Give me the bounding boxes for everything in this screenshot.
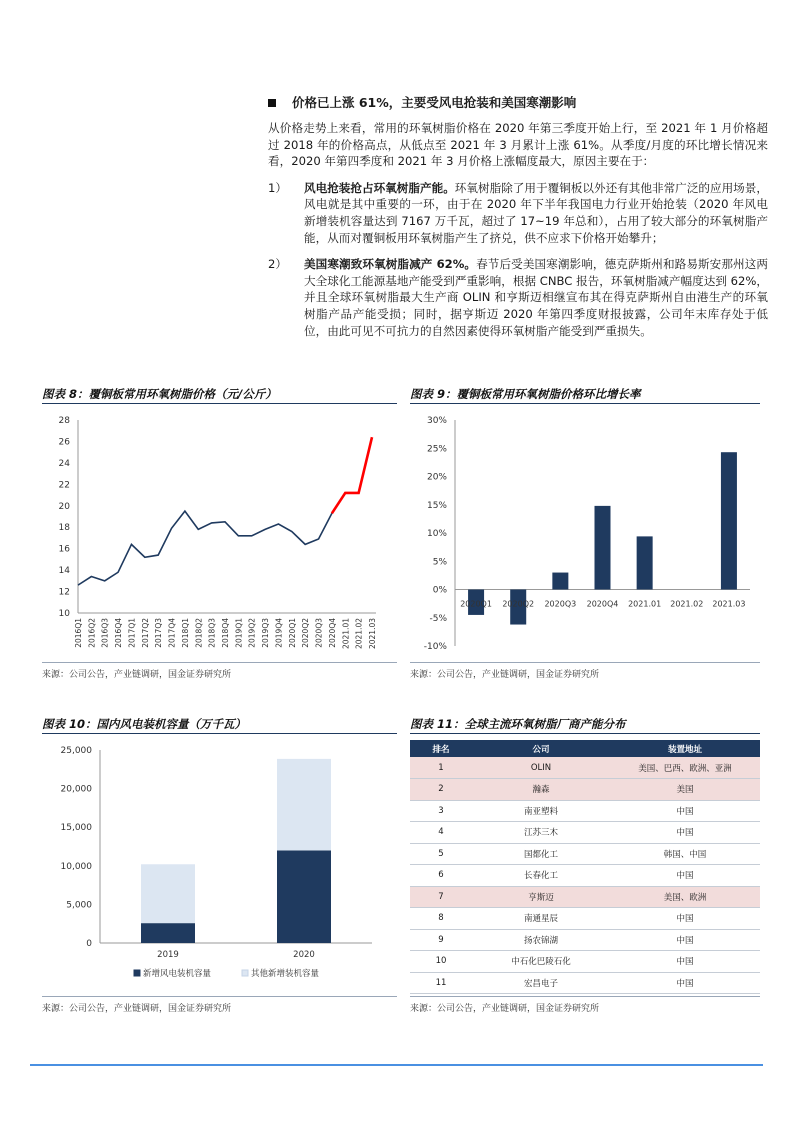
list-item-title: 美国寒潮致环氧树脂减产 62%。 — [304, 257, 477, 272]
section-heading-text: 价格已上涨 61%，主要受风电抢装和美国寒潮影响 — [292, 95, 577, 110]
x-tick-label: 2019Q2 — [247, 618, 257, 648]
x-tick-label: 2019 — [157, 950, 179, 960]
y-tick-label: 20,000 — [60, 784, 92, 795]
table-row — [410, 822, 760, 844]
y-tick-label: 5,000 — [66, 900, 92, 911]
x-tick-label: 2020Q1 — [287, 618, 297, 648]
fig8-source: 来源：公司公告，产业链调研，国金证券研究所 — [42, 662, 397, 680]
list-item-text: 环氧树脂除了用于覆铜板以外还有其他非常广泛的应用场景，风电就是其中重要的一环，由于在 2020 年下半年我国电力行业开始抢装（2020 年风电新增装机容量达到 7167 万千瓦，超过了 17~19 年总和），占用了较大部分的环氧树脂产能，从而对覆铜板用环氧树脂产生了挤兑，供不应求下价格开始攀升； — [304, 180, 768, 245]
table-cell-location: 中国 — [610, 865, 760, 887]
fig9-title: 图表 9：覆铜板常用环氧树脂价格环比增长率 — [410, 386, 760, 404]
x-tick-label: 2021.02 — [670, 599, 704, 609]
table-header-row — [410, 740, 760, 757]
legend-swatch — [134, 970, 140, 976]
fig10-title: 图表 10：国内风电装机容量（万千瓦） — [42, 716, 397, 734]
table-row — [410, 886, 760, 908]
table-cell-rank: 3 — [410, 800, 472, 822]
table-cell-company: 长春化工 — [472, 865, 610, 887]
bar — [552, 573, 568, 590]
table-cell-location: 美国、欧洲 — [610, 886, 760, 908]
table-cell-rank: 7 — [410, 886, 472, 908]
legend-label: 新增风电装机容量 — [143, 969, 212, 979]
x-tick-label: 2020Q2 — [301, 618, 311, 648]
fig8-title: 图表 8：覆铜板常用环氧树脂价格（元/公斤） — [42, 386, 397, 404]
y-tick-label: 20 — [58, 501, 70, 512]
bar — [595, 506, 611, 590]
table-cell-location: 中国 — [610, 951, 760, 973]
table-header-rank: 排名 — [410, 740, 472, 757]
list-item — [268, 180, 768, 246]
list-item-title: 风电抢装抢占环氧树脂产能。 — [304, 180, 455, 195]
table-cell-company: 瀚森 — [472, 779, 610, 801]
list-number: 1） — [268, 180, 287, 195]
fig11-source: 来源：公司公告，产业链调研，国金证券研究所 — [410, 996, 760, 1014]
y-tick-label: 22 — [58, 480, 70, 491]
y-tick-label: 30% — [426, 416, 447, 426]
table-row — [410, 865, 760, 887]
table-cell-company: OLIN — [472, 757, 610, 779]
footer-divider — [30, 1064, 763, 1066]
table-cell-rank: 1 — [410, 757, 472, 779]
table-row — [410, 972, 760, 994]
x-tick-label: 2018Q3 — [207, 618, 217, 648]
table-cell-company: 南通星辰 — [472, 908, 610, 930]
table-cell-company: 亨斯迈 — [472, 886, 610, 908]
x-tick-label: 2017Q3 — [154, 618, 164, 648]
x-tick-label: 2021.03 — [712, 599, 746, 609]
x-tick-label: 2020 — [293, 950, 315, 960]
table-cell-company: 江苏三木 — [472, 822, 610, 844]
y-tick-label: 15% — [426, 500, 447, 511]
x-tick-label: 2020Q3 — [314, 618, 324, 648]
table-cell-rank: 6 — [410, 865, 472, 887]
x-tick-label: 2017Q4 — [167, 618, 177, 648]
legend-label: 其他新增装机容量 — [251, 969, 320, 979]
fig11-title: 图表 11：全球主流环氧树脂厂商产能分布 — [410, 716, 760, 734]
y-tick-label: 28 — [58, 416, 70, 426]
table-cell-location: 中国 — [610, 822, 760, 844]
y-tick-label: 10 — [58, 609, 70, 619]
y-tick-label: 25,000 — [60, 746, 92, 756]
fig9-bar-chart — [410, 408, 760, 660]
capacity-table — [410, 740, 760, 994]
list-item-text: 春节后受美国寒潮影响，德克萨斯州和路易斯安那州这两大全球化工能源基地产能受到严重影响，根据 CNBC 报告，环氧树脂减产幅度达到 62%，并且全球环氧树脂最大生产商 OLIN 和亨斯迈相继宣布其在得克萨斯州自由港生产的环氧树脂产品产能受损；同时，据亨斯迈 2020 年第四季度财报披露，公司年末库存处于低位，由此可见不可抗力的自然因素使得环氧树脂产能受到严重损失。 — [304, 257, 768, 338]
table-cell-rank: 10 — [410, 951, 472, 973]
y-tick-label: 5% — [432, 557, 447, 568]
x-tick-label: 2020Q3 — [544, 599, 577, 609]
table-cell-rank: 2 — [410, 779, 472, 801]
x-tick-label: 2018Q1 — [180, 618, 190, 648]
table-cell-location: 中国 — [610, 800, 760, 822]
y-tick-label: -5% — [429, 613, 447, 624]
x-tick-label: 2017Q2 — [140, 618, 150, 648]
table-row — [410, 929, 760, 951]
x-tick-label: 2019Q1 — [234, 618, 244, 648]
x-tick-label: 2019Q4 — [274, 618, 284, 648]
section-heading — [268, 92, 768, 114]
table-cell-location: 美国 — [610, 779, 760, 801]
fig8-line-chart — [42, 408, 397, 660]
table-cell-location: 中国 — [610, 908, 760, 930]
fig9-source: 来源：公司公告，产业链调研，国金证券研究所 — [410, 662, 760, 680]
table-cell-location: 中国 — [610, 929, 760, 951]
text-section — [268, 92, 768, 339]
price-highlight-line — [332, 437, 372, 513]
y-tick-label: 24 — [58, 458, 70, 469]
y-tick-label: 14 — [58, 566, 70, 577]
stacked-bar-segment — [277, 850, 331, 943]
stacked-bar-segment — [141, 923, 195, 943]
y-tick-label: 16 — [58, 544, 70, 555]
x-tick-label: 2016Q2 — [87, 618, 97, 648]
x-tick-label: 2020Q1 — [460, 599, 492, 609]
x-tick-label: 2021.01 — [341, 618, 351, 650]
table-cell-location: 美国、巴西、欧洲、亚洲 — [610, 757, 760, 779]
y-tick-label: 18 — [58, 523, 70, 534]
x-tick-label: 2018Q4 — [221, 618, 230, 648]
x-tick-label: 2017Q1 — [127, 618, 137, 648]
table-cell-rank: 11 — [410, 972, 472, 994]
y-tick-label: 26 — [58, 437, 70, 448]
fig10-stacked-bar-chart — [42, 738, 397, 992]
y-tick-label: -10% — [423, 642, 447, 652]
y-tick-label: 0 — [86, 939, 92, 949]
table-cell-company: 国都化工 — [472, 843, 610, 865]
bar — [637, 536, 653, 589]
table-row — [410, 800, 760, 822]
legend-swatch — [242, 970, 248, 976]
y-tick-label: 10% — [426, 529, 447, 539]
y-tick-label: 12 — [58, 587, 70, 598]
y-tick-label: 20% — [426, 472, 447, 483]
table-cell-location: 中国 — [610, 972, 760, 994]
x-tick-label: 2019Q3 — [261, 618, 271, 648]
x-tick-label: 2016Q4 — [114, 618, 124, 648]
stacked-bar-segment — [141, 864, 195, 923]
table-row — [410, 757, 760, 779]
table-header-location: 装置地址 — [610, 740, 760, 757]
stacked-bar-segment — [277, 759, 331, 851]
x-tick-label: 2021.02 — [354, 618, 364, 650]
table-cell-location: 韩国、中国 — [610, 843, 760, 865]
table-cell-company: 南亚塑料 — [472, 800, 610, 822]
table-row — [410, 951, 760, 973]
table-row — [410, 843, 760, 865]
x-tick-label: 2016Q1 — [74, 618, 83, 648]
y-tick-label: 0% — [432, 585, 447, 596]
table-cell-company: 宏昌电子 — [472, 972, 610, 994]
fig10-source: 来源：公司公告，产业链调研，国金证券研究所 — [42, 996, 397, 1014]
table-cell-rank: 4 — [410, 822, 472, 844]
table-cell-rank: 8 — [410, 908, 472, 930]
table-cell-company: 扬农锦湖 — [472, 929, 610, 951]
table-row — [410, 779, 760, 801]
table-cell-rank: 5 — [410, 843, 472, 865]
square-bullet-icon — [268, 99, 276, 107]
x-tick-label: 2020Q2 — [502, 599, 535, 609]
table-row — [410, 908, 760, 930]
intro-paragraph: 从价格走势上来看，常用的环氧树脂价格在 2020 年第三季度开始上行，至 2021 年 1 月价格超过 2018 年的价格高点，从低点至 2021 年 3 月累计上涨 61%。从季度/月度的环比增长情况来看，2020 年第四季度和 2021 年 3 月价格上涨幅度最大，原因主要在于： — [268, 121, 768, 169]
price-series-line — [78, 511, 332, 585]
x-tick-label: 2020Q4 — [327, 618, 337, 648]
bar — [721, 452, 737, 589]
table-header-company: 公司 — [472, 740, 610, 757]
table-cell-rank: 9 — [410, 929, 472, 951]
x-tick-label: 2020Q4 — [586, 599, 619, 609]
x-tick-label: 2021.01 — [628, 599, 662, 609]
list-number: 2） — [268, 257, 287, 272]
x-tick-label: 2021.03 — [368, 618, 377, 650]
x-tick-label: 2018Q2 — [194, 618, 204, 648]
y-tick-label: 10,000 — [60, 861, 92, 872]
table-cell-company: 中石化巴陵石化 — [472, 951, 610, 973]
x-tick-label: 2016Q3 — [100, 618, 110, 648]
y-tick-label: 15,000 — [60, 823, 92, 834]
list-item — [268, 256, 768, 339]
y-tick-label: 25% — [426, 444, 447, 455]
